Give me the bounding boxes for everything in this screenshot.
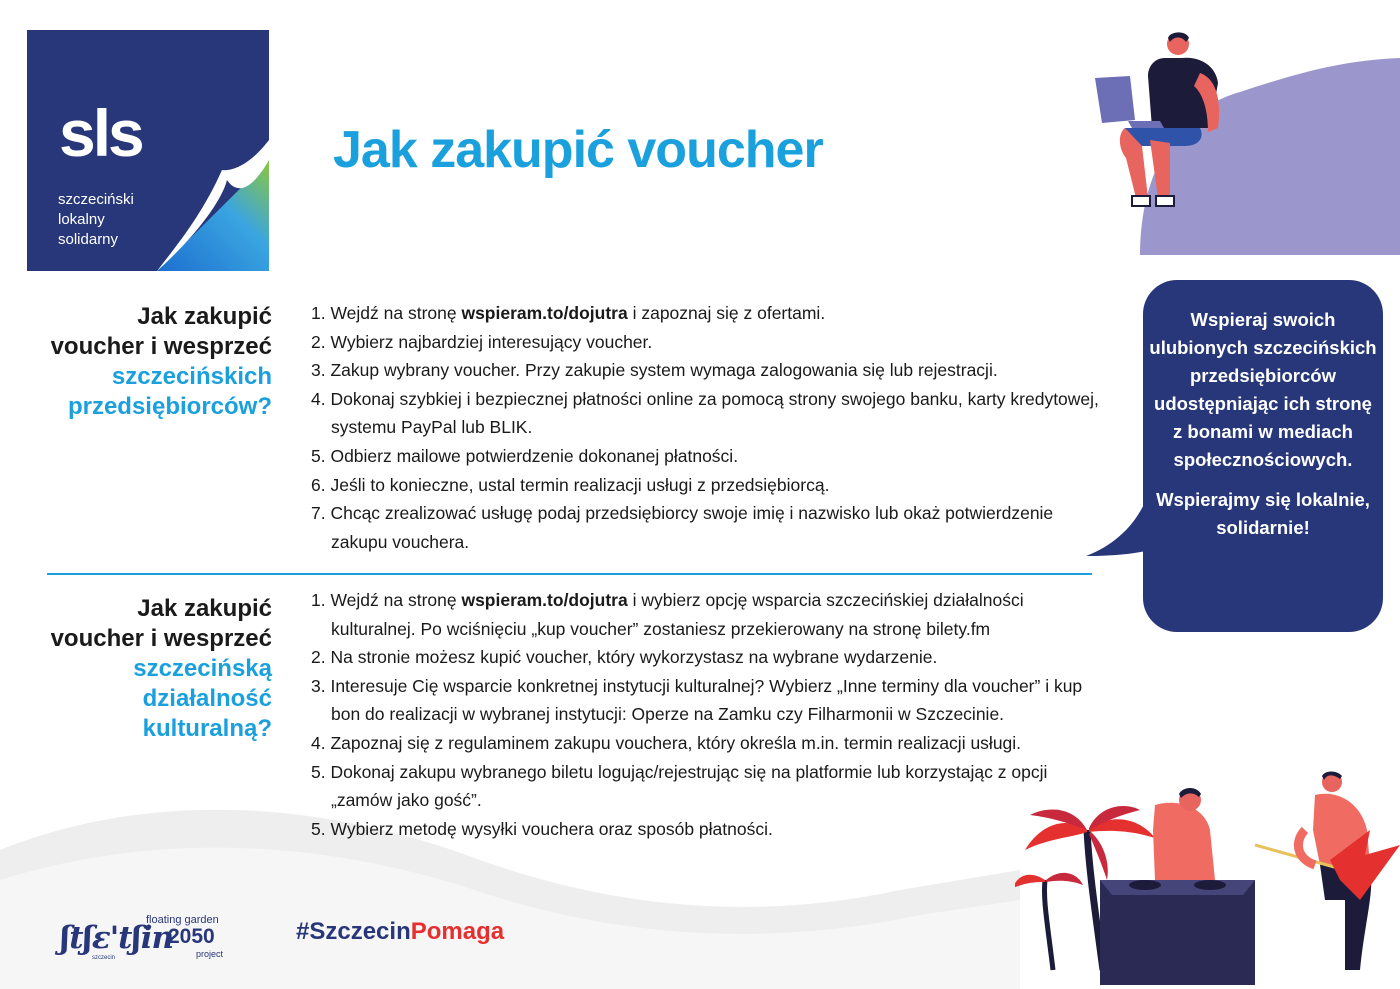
bubble-paragraph: Wspieraj swoich ulubionych szczecińskich przedsiębiorców udostępniając ich stronę z bonami w mediach społecznościowych.	[1149, 309, 1377, 470]
section-divider	[47, 573, 1092, 575]
step-item	[311, 499, 1111, 556]
step-link-text: wspieram.to/dojutra	[461, 303, 628, 323]
section1-steps-list	[311, 299, 1111, 556]
step-text: 4. Dokonaj szybkiej i bezpiecznej płatności online za pomocą strony swojego banku, karty kredytowej, systemu PayPal lub BLIK.	[311, 388, 1099, 438]
step-text: 5. Wybierz metodę wysyłki vouchera oraz sposób płatności.	[311, 818, 773, 839]
step-text: 1. Wejdź na stronę	[311, 590, 462, 610]
step-text: 5. Dokonaj zakupu wybranego biletu logując/rejestrując się na platformie lub korzystając z opcji „zamów jako gość”.	[311, 761, 1048, 811]
dj-and-guitarist-illustration	[1015, 770, 1400, 985]
step-item	[311, 586, 1111, 643]
step-item	[311, 328, 1111, 357]
step-text: 3. Interesuje Cię wsparcie konkretnej instytucji kulturalnej? Wybierz „Inne terminy dla voucher” i kup bon do realizacji w wybranej instytucji: Operze na Zamku czy Filharmonii w Szczecinie.	[311, 675, 1083, 725]
step-text: i wybierz opcję wsparcia szczecińskiej działalności kulturalnej. Po wciśnięciu „kup voucher” zostaniesz przekierowany na stronę bilety.fm	[331, 590, 1024, 639]
step-item	[311, 729, 1111, 758]
stetin-logo-word: ʃtʃɛ'tʃin	[60, 920, 174, 956]
step-item	[311, 356, 1111, 385]
heading-line-highlight: kulturalną?	[142, 715, 272, 742]
logo-text	[58, 190, 134, 250]
hashtag-part: #Szczecin	[296, 918, 411, 945]
logo-line: solidarny	[58, 231, 119, 248]
stetin-logo-year: 2050	[168, 925, 215, 948]
heading-line: voucher i wesprzeć	[50, 333, 272, 360]
step-item	[311, 672, 1111, 729]
step-text: 3. Zakup wybrany voucher. Przy zakupie system wymaga zalogowania się lub rejestracji.	[311, 360, 998, 381]
stetin-logo-city: szczecin	[92, 955, 116, 961]
stetin-2050-logo	[60, 912, 230, 966]
step-link-text: wspieram.to/dojutra	[461, 590, 628, 610]
step-item	[311, 815, 1111, 844]
heading-line-highlight: przedsiębiorców?	[67, 393, 272, 420]
hashtag-part-highlight: Pomaga	[410, 918, 505, 945]
logo-mark: sls	[59, 96, 142, 170]
sls-logo	[27, 30, 269, 271]
step-text: 7. Chcąc zrealizować usługę podaj przedsiębiorcy swoje imię i nazwisko lub okaż potwierdzenie zakupu vouchera.	[311, 503, 1054, 552]
page-title: Jak zakupić voucher	[333, 121, 823, 179]
step-item	[311, 758, 1111, 815]
step-text: 1. Wejdź na stronę	[311, 303, 462, 323]
heading-line-highlight: szczecińskich	[111, 363, 272, 390]
stetin-logo-tagline: floating garden	[146, 914, 219, 926]
stetin-logo-project: project	[196, 949, 224, 959]
step-text: 5. Odbierz mailowe potwierdzenie dokonanej płatności.	[311, 445, 739, 466]
heading-line: voucher i wesprzeć	[50, 625, 272, 652]
hashtag	[296, 918, 504, 946]
heading-line-highlight: działalność	[142, 685, 272, 712]
step-item	[311, 442, 1111, 471]
section1-heading	[27, 302, 272, 422]
speech-bubble-text	[1147, 306, 1379, 542]
section2-heading	[27, 594, 272, 744]
step-text: i zapoznaj się z ofertami.	[627, 303, 826, 323]
bubble-slogan: Wspierajmy się lokalnie, solidarnie!	[1156, 489, 1370, 538]
step-item	[311, 385, 1111, 442]
step-item	[311, 643, 1111, 672]
step-text: 6. Jeśli to konieczne, ustal termin realizacji usługi z przedsiębiorcą.	[311, 474, 830, 495]
person-with-laptop-illustration	[1090, 28, 1240, 218]
logo-line: lokalny	[58, 211, 105, 228]
heading-line: Jak zakupić	[137, 303, 272, 330]
logo-line: szczeciński	[58, 191, 134, 208]
step-text: 2. Wybierz najbardziej interesujący voucher.	[311, 331, 653, 352]
heading-line-highlight: szczecińską	[133, 655, 272, 682]
step-text: 2. Na stronie możesz kupić voucher, który wykorzystasz na wybrane wydarzenie.	[311, 647, 938, 668]
heading-line: Jak zakupić	[137, 595, 272, 622]
step-item	[311, 299, 1111, 328]
section2-steps-list	[311, 586, 1111, 843]
step-text: 4. Zapoznaj się z regulaminem zakupu vouchera, który określa m.in. termin realizacji usługi.	[311, 732, 1022, 753]
step-item	[311, 471, 1111, 500]
